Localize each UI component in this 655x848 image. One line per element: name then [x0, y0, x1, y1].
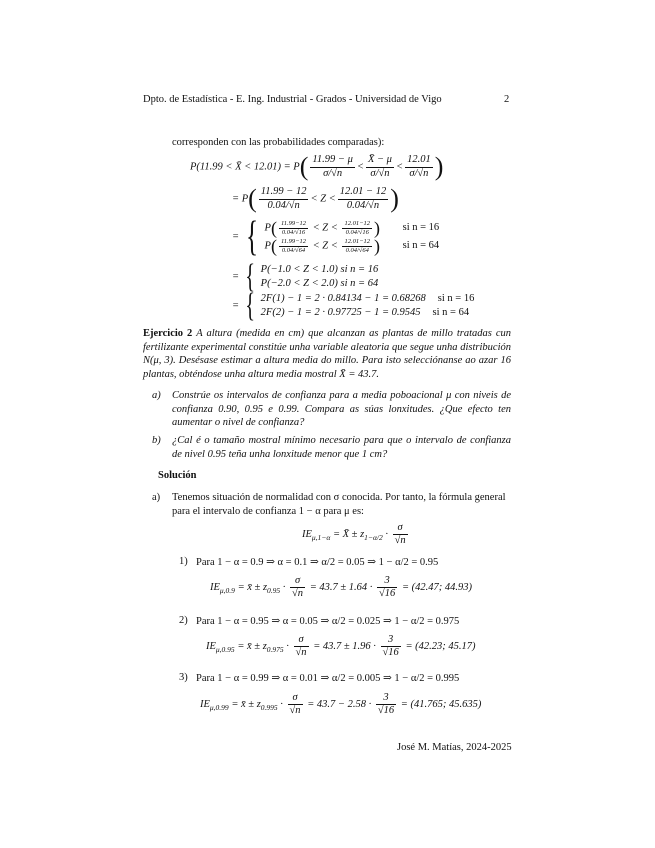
- case-1-lhs-sub: μ,0.9: [219, 586, 235, 596]
- line1-lhs: P(11.99 < X̄ < 12.01) = P: [190, 161, 300, 173]
- line1-frac3-num: 12.01: [405, 154, 433, 167]
- case-3-frac2-den: √16: [377, 705, 395, 717]
- derivation-line-1: P(11.99 < X̄ < 12.01) = P( $\frac{11.99 - \mu}{\sigma/√n}$ < $\frac{X̄ - \mu}{\sigma/√n}$ < $\frac{12.01}{\sigma/√n}$ ): [190, 152, 444, 181]
- case-2-lhs-sub: μ,0.95: [215, 645, 235, 655]
- exercise-statement: [143, 327, 511, 381]
- line2-frac1-num: 11.99 − 12: [259, 186, 309, 199]
- line3-case1-num1: 11.99−12: [280, 220, 306, 228]
- case-1-result: = (42.47; 44.93): [401, 581, 473, 593]
- line4-case-1: P(−1.0 < Z < 1.0) si n = 16: [260, 263, 379, 275]
- line5-case-1: [261, 292, 475, 306]
- part-b-label: b): [152, 435, 161, 446]
- case-2-frac2-num: 3: [381, 634, 401, 647]
- case-1-text: Para 1 − α = 0.9 ⇒ α = 0.1 ⇒ α/2 = 0.05 ⇒ 1 − α/2 = 0.95: [196, 557, 439, 568]
- derivation-line-5: = { 2F(1) − 1 = 2 · 0.84134 − 1 = 0.68268 si n = 16 2F(2) − 1 = 2 · 0.97725 − 1 = 0.9545 si n = 64: [232, 287, 475, 324]
- case-3-lhs-sub: μ,0.99: [209, 703, 229, 713]
- solution-a-text-1: Tenemos situación de normalidad con σ conocida. Por tanto, la fórmula general: [172, 492, 506, 503]
- case-2-formula: $IE_{\mu,0.95}$ = x̄ ± $z_{0.975}$ · $\frac{\sigma}{√n}$ = 43.7 ± 1.96 · $\frac{3}{√16}$ = (42.23; 45.17): [206, 634, 476, 659]
- case-3-frac-den: √n: [289, 705, 301, 717]
- general-frac-num: σ: [393, 522, 408, 535]
- line3-case2-den2: 0.04/√64: [345, 246, 369, 254]
- case-1-formula: $IE_{\mu,0.9}$ = x̄ ± $z_{0.95}$ · $\frac{\sigma}{√n}$ = 43.7 ± 1.64 · $\frac{3}{√16}$ = (42.47; 44.93): [210, 575, 473, 600]
- case-1-frac-den: √n: [292, 588, 304, 600]
- part-b-text: ¿Cal é o tamaño mostral mínimo necesario para que o intervalo de confianza de nivel 0.95 teña unha lonxitude menor que 1 cm?: [172, 435, 511, 460]
- line5-case2-expr: 2F(2) − 1 = 2 · 0.97725 − 1 = 0.9545: [260, 307, 421, 318]
- case-1-frac2-den: √16: [379, 588, 396, 600]
- line4-case-2: P(−2.0 < Z < 2.0) si n = 64: [260, 278, 379, 289]
- case-1-label: 1): [179, 556, 188, 567]
- intro-text: corresponden con las probabilidades comparadas):: [172, 137, 385, 148]
- case-2-frac2-den: √16: [382, 647, 399, 659]
- case-1-mid: = 43.7 ± 1.64 ·: [309, 581, 373, 593]
- case-3-text: Para 1 − α = 0.99 ⇒ α = 0.01 ⇒ α/2 = 0.005 ⇒ 1 − α/2 = 0.995: [196, 673, 460, 684]
- case-3-result: = (41.765; 45.635): [400, 698, 482, 710]
- case-2-text: Para 1 − α = 0.95 ⇒ α = 0.05 ⇒ α/2 = 0.025 ⇒ 1 − α/2 = 0.975: [196, 616, 460, 627]
- case-3-frac2-num: 3: [376, 692, 396, 705]
- case-3-frac-num: σ: [288, 692, 303, 705]
- line1-frac3-den: σ/√n: [409, 167, 429, 179]
- line2-frac2-den: 0.04/√n: [346, 199, 380, 211]
- footer-author: José M. Matías, 2024-2025: [397, 742, 512, 753]
- line3-case1-den2: 0.04/√16: [345, 228, 369, 236]
- line3-case1-cond: si n = 16: [402, 222, 440, 234]
- line1-frac2-num: X̄ − μ: [366, 154, 394, 167]
- line3-case-2: P( $\frac{11.99-12}{0.04/√64}$ < Z < $\frac{12.01-12}{0.04/√64}$ ) si n = 64: [264, 236, 440, 256]
- case-1-frac2-num: 3: [377, 575, 397, 588]
- case-3-formula: $IE_{\mu,0.99}$ = x̄ ± $z_{0.995}$ · $\frac{\sigma}{√n}$ = 43.7 − 2.58 · $\frac{3}{√16}$ = (41.765; 45.635): [200, 692, 482, 717]
- line3-case2-den1: 0.04/√64: [281, 246, 306, 254]
- exercise-label: Ejercicio 2: [143, 328, 193, 339]
- line5-case1-cond: si n = 16: [437, 292, 475, 304]
- solution-a-label: a): [152, 492, 161, 503]
- general-formula-mid: = X̄ ± z: [332, 528, 365, 540]
- running-head: Dpto. de Estadística - E. Ing. Industrial - Grados - Universidad de Vigo: [143, 94, 442, 105]
- case-3-mid: = 43.7 − 2.58 ·: [307, 698, 372, 710]
- line3-case1-den1: 0.04/√16: [281, 228, 306, 236]
- case-2-z-sub: 0.975: [266, 645, 284, 655]
- part-a-label: a): [152, 390, 161, 401]
- general-frac-den: √n: [394, 535, 406, 547]
- case-2-frac-den: √n: [295, 647, 307, 659]
- part-a-text: Constrúe os intervalos de confianza para a media poboacional μ con niveis de confianza 0.90, 0.95 e 0.99. Compara as súas lonxitudes. ¿Que efecto ten aumentar o nivel de confianza?: [172, 390, 511, 428]
- line5-case2-cond: si n = 64: [432, 307, 470, 318]
- line5-case1-expr: 2F(1) − 1 = 2 · 0.84134 − 1 = 0.68268: [260, 292, 426, 304]
- case-3-z-sub: 0.995: [260, 703, 278, 713]
- line1-frac2-den: σ/√n: [370, 167, 390, 179]
- line3-case2-num1: 11.99−12: [280, 238, 306, 246]
- line3-case2-num2: 12.01−12: [344, 238, 370, 246]
- line2-mid: < Z <: [310, 193, 336, 205]
- line3-case2-cond: si n = 64: [402, 240, 440, 252]
- line1-frac1-den: σ/√n: [323, 167, 343, 179]
- line2-frac2-num: 12.01 − 12: [338, 186, 388, 199]
- case-3-label: 3): [179, 672, 188, 683]
- derivation-line-3: = { P( $\frac{11.99-12}{0.04/√16}$ < Z < $\frac{12.01-12}{0.04/√16}$ ) si n = 16 P( $\frac{11.99-12}{0.04/√64}$ < Z < $\frac{12.01-12}{0.04/√64}$ ) si n = 64: [232, 214, 440, 260]
- line5-case-2: [261, 306, 475, 320]
- derivation-line-4: = { P(−1.0 < Z < 1.0) si n = 16 P(−2.0 < Z < 2.0) si n = 64: [232, 258, 379, 295]
- case-2-result: = (42.23; 45.17): [405, 640, 476, 652]
- general-formula-zsub: 1−α/2: [364, 533, 383, 543]
- case-2-frac-num: σ: [294, 634, 309, 647]
- case-2-label: 2): [179, 615, 188, 626]
- line3-case1-num2: 12.01−12: [344, 220, 370, 228]
- solution-heading: Solución: [158, 470, 197, 481]
- line2-frac1-den: 0.04/√n: [267, 199, 300, 211]
- solution-a-text-2: para el intervalo de confianza 1 − α para μ es:: [172, 506, 364, 517]
- general-formula-lhs: IE: [302, 528, 312, 540]
- general-formula: $IE_{\mu,1-\alpha}$ = X̄ ± $z_{1-\alpha/2}$ · $\frac{\sigma}{√n}$: [302, 522, 406, 547]
- page-number: 2: [504, 94, 510, 105]
- general-formula-sub: μ,1−α: [311, 533, 331, 543]
- case-2-mid: = 43.7 ± 1.96 ·: [313, 640, 376, 652]
- case-1-frac-num: σ: [290, 575, 305, 588]
- exercise-part-a: [152, 389, 511, 430]
- exercise-part-b: [152, 434, 511, 461]
- line1-frac1-num: 11.99 − μ: [310, 154, 354, 167]
- case-1-z-sub: 0.95: [267, 586, 281, 596]
- derivation-line-2: = P( $\frac{11.99 - 12}{0.04/√n}$ < Z < $\frac{12.01 - 12}{0.04/√n}$ ): [232, 184, 399, 213]
- line2-prefix: = P: [232, 193, 249, 205]
- exercise-text: A altura (medida en cm) que alcanzan as plantas de millo tratadas cun fertilizante experimental constitúe unha variable aleatoria que segue unha distribución N(μ, 3). Desésase estimar a altura media do millo. Para isto selecciónanse ao azar 16 plantas, obténdose unha altura media mostral X̄ = 43.7.: [143, 328, 511, 380]
- line3-case-1: P( $\frac{11.99-12}{0.04/√16}$ < Z < $\frac{12.01-12}{0.04/√16}$ ) si n = 16: [264, 218, 440, 238]
